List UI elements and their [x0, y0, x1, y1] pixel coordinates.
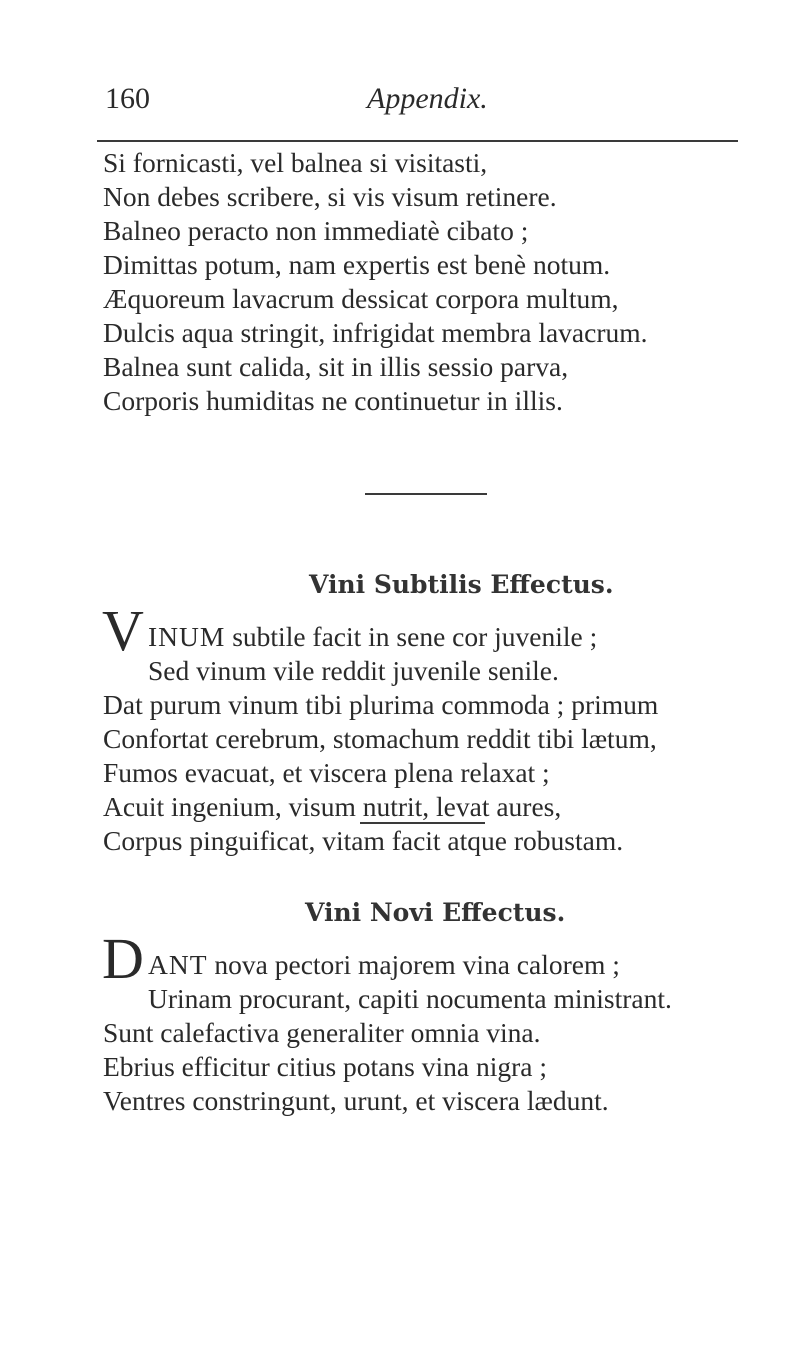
verse-line: Si fornicasti, vel balnea si visitasti,: [103, 147, 488, 178]
small-caps-word: INUM: [148, 621, 226, 652]
verse-bathing: [103, 146, 648, 418]
section-divider: [360, 822, 485, 824]
page-number: 160: [105, 82, 150, 115]
drop-cap: D: [102, 926, 144, 991]
drop-cap: V: [102, 598, 144, 663]
verse-line: Ebrius efficitur citius potans vina nigra ;: [103, 1051, 547, 1082]
small-caps-word: ANT: [148, 949, 208, 980]
verse-line: Dat purum vinum tibi plurima commoda ; primum: [103, 689, 659, 720]
verse-line: Æquoreum lavacrum dessicat corpora multum,: [103, 283, 619, 314]
section-heading-subtle-wine: Vini Subtilis Effectus.: [309, 570, 614, 599]
verse-new-wine: [103, 948, 672, 1118]
verse-line: Ventres constringunt, urunt, et viscera lædunt.: [103, 1085, 609, 1116]
verse-line: Balnea sunt calida, sit in illis sessio parva,: [103, 351, 569, 382]
verse-line-text: subtile facit in sene cor juvenile ;: [225, 621, 598, 652]
page-header: [97, 82, 738, 122]
verse-line: Balneo peracto non immediatè cibato ;: [103, 215, 529, 246]
header-rule: [97, 140, 738, 142]
verse-line: [103, 948, 672, 982]
verse-line: Sunt calefactiva generaliter omnia vina.: [103, 1017, 541, 1048]
verse-line: [103, 620, 658, 654]
verse-line: Sed vinum vile reddit juvenile senile.: [148, 655, 559, 686]
verse-line: Corporis humiditas ne continuetur in illis.: [103, 385, 563, 416]
verse-line: Dimittas potum, nam expertis est benè notum.: [103, 249, 611, 280]
section-divider: [365, 493, 487, 495]
running-title: Appendix.: [367, 82, 488, 115]
verse-line: Urinam procurant, capiti nocumenta ministrant.: [148, 983, 672, 1014]
verse-line-text: nova pectori majorem vina calorem ;: [207, 949, 620, 980]
verse-line: Fumos evacuat, et viscera plena relaxat ;: [103, 757, 550, 788]
verse-line: Corpus pinguificat, vitam facit atque robustam.: [103, 825, 624, 856]
verse-line: Non debes scribere, si vis visum retinere.: [103, 181, 557, 212]
verse-line: Confortat cerebrum, stomachum reddit tibi lætum,: [103, 723, 657, 754]
verse-line: Dulcis aqua stringit, infrigidat membra lavacrum.: [103, 317, 648, 348]
verse-line: Acuit ingenium, visum nutrit, levat aures,: [103, 791, 562, 822]
section-heading-new-wine: Vini Novi Effectus.: [305, 898, 566, 927]
